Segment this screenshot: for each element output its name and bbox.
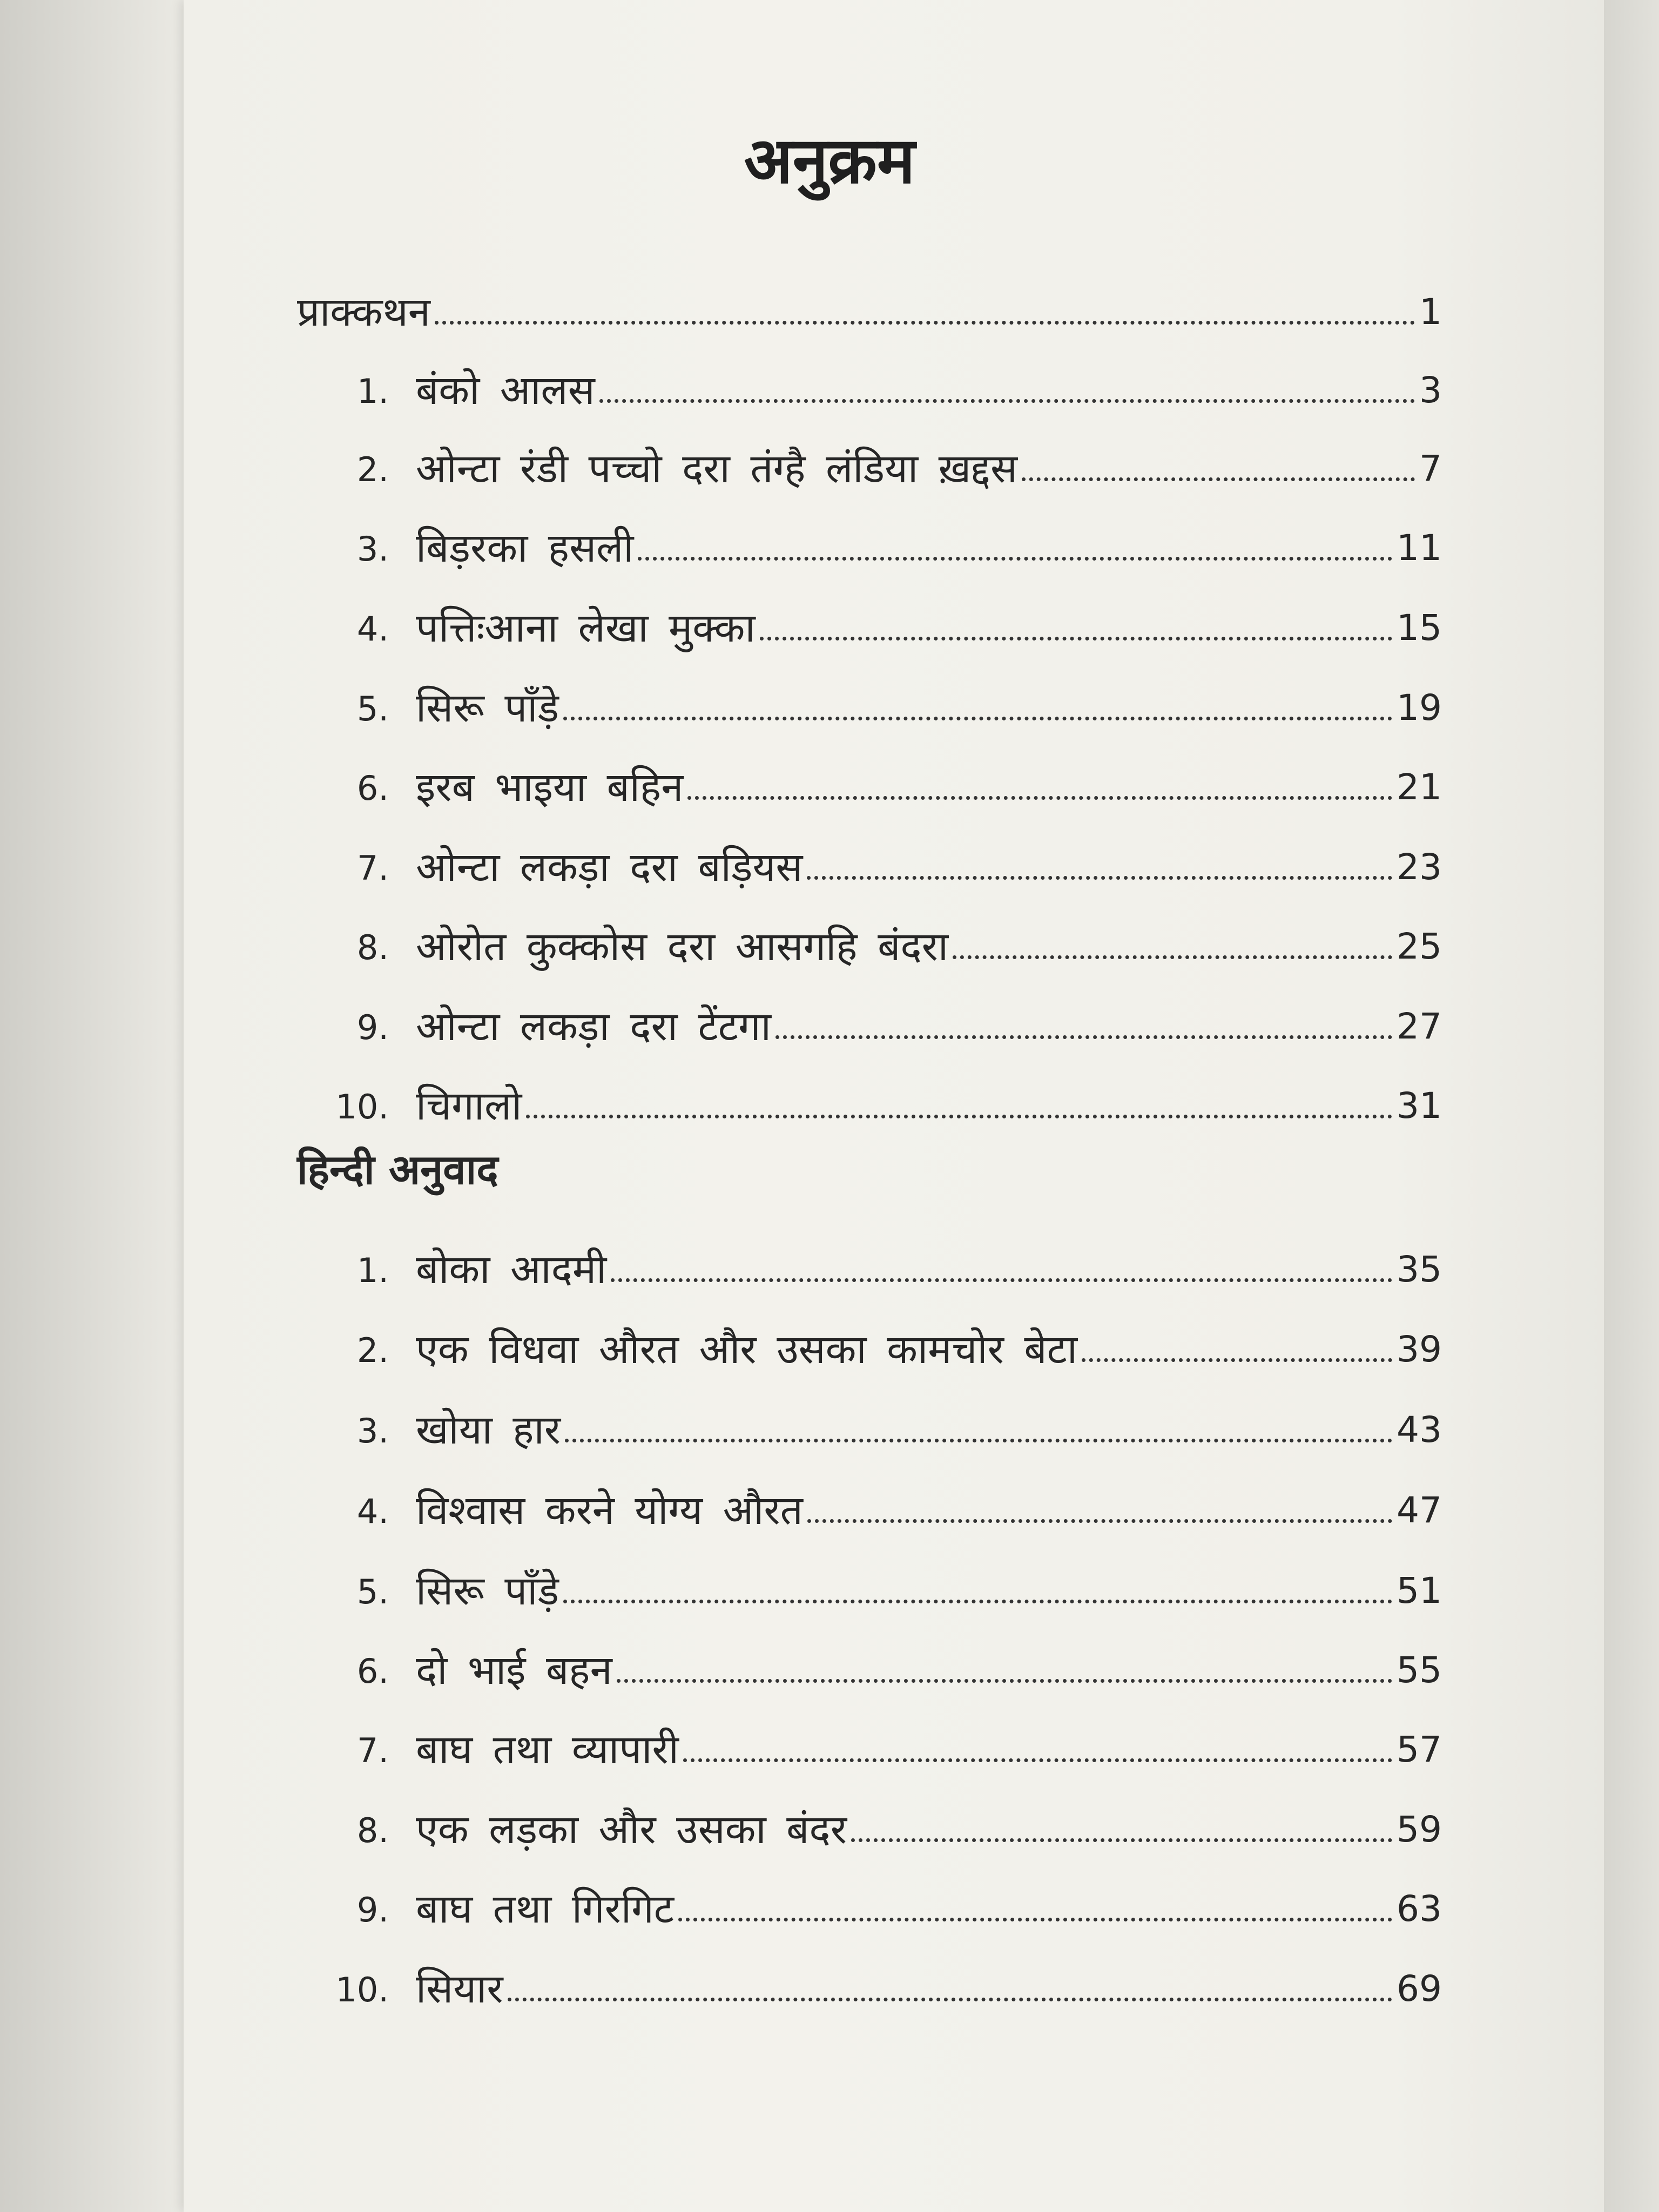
leader-dots — [687, 796, 1392, 800]
toc-entry-page: 21 — [1397, 766, 1442, 808]
toc-entry-number: 2. — [356, 450, 389, 489]
toc-entry-number: 5. — [356, 689, 389, 729]
toc-entry-title: ओरोत कुक्कोस दरा आसगहि बंदरा — [416, 923, 949, 970]
toc-row — [297, 748, 1442, 811]
toc-entry-number: 6. — [356, 1651, 389, 1691]
leader-dots — [683, 1758, 1392, 1762]
toc-row — [297, 1870, 1442, 1932]
toc-row — [297, 589, 1442, 651]
leader-dots — [760, 637, 1392, 640]
toc-row — [297, 1391, 1442, 1453]
toc-entry-number: 1. — [356, 372, 389, 411]
leader-dots — [599, 399, 1415, 403]
toc-entry-title: एक लड़का और उसका बंदर — [416, 1806, 847, 1853]
toc-row — [297, 907, 1442, 970]
toc-entry-title: बाघ तथा व्यापारी — [416, 1727, 679, 1773]
leader-dots — [563, 1600, 1392, 1603]
toc-row — [297, 1230, 1442, 1293]
toc-entry-number: 4. — [356, 609, 389, 649]
toc-entry-title: बिड़रका हसली — [416, 525, 634, 571]
page-edge — [1604, 0, 1659, 2212]
toc-entry-title: ओन्टा लकड़ा दरा टेंटगा — [416, 1003, 771, 1050]
toc-row — [297, 669, 1442, 731]
toc-entry-title: सिरू पाँड़े — [416, 1568, 559, 1614]
toc-row — [297, 1310, 1442, 1373]
toc-entry-title: सियार — [416, 1966, 503, 2012]
toc-entry-number: 3. — [356, 1411, 389, 1451]
toc-entry-title: बाघ तथा गिरगिट — [416, 1886, 675, 1932]
toc-row — [297, 828, 1442, 891]
toc-row — [297, 351, 1442, 414]
toc-row — [297, 1471, 1442, 1534]
toc-entry-number: 5. — [356, 1572, 389, 1611]
toc-entry-number: 10. — [335, 1970, 389, 2009]
toc-entry-number: 1. — [356, 1251, 389, 1290]
toc-entry-page: 11 — [1397, 527, 1442, 569]
toc-entry-page: 1 — [1419, 291, 1442, 333]
toc-entry-page: 25 — [1397, 926, 1442, 967]
toc-entry-number: 7. — [356, 848, 389, 888]
toc-entry-title: ओन्टा लकड़ा दरा बड़ियस — [416, 844, 803, 891]
toc-entry-title: इरब भाइया बहिन — [416, 764, 684, 811]
toc-row — [297, 509, 1442, 571]
leader-dots — [611, 1278, 1392, 1282]
toc-entry-title: विश्वास करने योग्य औरत — [416, 1487, 803, 1534]
leader-dots — [807, 1519, 1392, 1523]
leader-dots — [1082, 1358, 1392, 1362]
leader-dots — [953, 955, 1392, 959]
toc-entry-title: पत्तिःआना लेखा मुक्का — [416, 605, 756, 651]
toc-entry-number: 8. — [356, 928, 389, 967]
leader-dots — [638, 557, 1392, 561]
toc-row — [297, 1067, 1442, 1129]
toc-entry-number: 4. — [356, 1492, 389, 1531]
toc-entry-number: 9. — [356, 1890, 389, 1930]
toc-entry-title: सिरू पाँड़े — [416, 685, 559, 731]
toc-entry-title: दो भाई बहन — [416, 1647, 612, 1694]
toc-entry-number: 3. — [356, 529, 389, 569]
toc-entry-title: बंको आलस — [416, 367, 595, 414]
leader-dots — [851, 1838, 1392, 1842]
toc-entry-page: 7 — [1419, 448, 1442, 489]
toc-row — [297, 1710, 1442, 1773]
toc-entry-page: 27 — [1397, 1006, 1442, 1047]
toc-entry-page: 39 — [1397, 1328, 1442, 1370]
toc-entry-page: 19 — [1397, 687, 1442, 729]
toc-row — [297, 987, 1442, 1050]
toc-entry-page: 43 — [1397, 1409, 1442, 1451]
page-title: अनुक्रम — [744, 123, 915, 198]
leader-dots — [678, 1918, 1392, 1921]
toc-row — [297, 1790, 1442, 1853]
leader-dots — [775, 1035, 1392, 1039]
toc-row — [297, 429, 1442, 492]
toc-entry-page: 35 — [1397, 1249, 1442, 1290]
toc-entry-number: 2. — [356, 1331, 389, 1370]
toc-entry-title: चिगालो — [416, 1083, 522, 1129]
toc-entry-page: 63 — [1397, 1888, 1442, 1930]
leader-dots — [563, 717, 1392, 720]
toc-row-preface — [297, 273, 1442, 335]
leader-dots — [526, 1115, 1392, 1118]
toc-entry-page: 55 — [1397, 1649, 1442, 1691]
book-gutter — [0, 0, 194, 2212]
leader-dots — [617, 1679, 1392, 1683]
toc-entry-title: प्राक्कथन — [297, 289, 430, 335]
toc-entry-page: 23 — [1397, 846, 1442, 888]
toc-entry-page: 69 — [1397, 1968, 1442, 2009]
toc-row — [297, 1950, 1442, 2012]
toc-entry-title: ओन्टा रंडी पच्चो दरा तंग्है लंडिया ख़द्दस — [416, 446, 1018, 492]
toc-entry-page: 3 — [1419, 369, 1442, 411]
leader-dots — [1022, 477, 1415, 481]
toc-entry-title: खोया हार — [416, 1407, 561, 1453]
toc-row — [297, 1631, 1442, 1694]
toc-entry-title: एक विधवा औरत और उसका कामचोर बेटा — [416, 1326, 1078, 1373]
toc-entry-page: 47 — [1397, 1489, 1442, 1531]
toc-entry-number: 10. — [335, 1087, 389, 1127]
leader-dots — [807, 876, 1392, 880]
toc-entry-page: 51 — [1397, 1570, 1442, 1611]
toc-entry-number: 9. — [356, 1008, 389, 1047]
toc-entry-page: 15 — [1397, 607, 1442, 649]
toc-entry-page: 59 — [1397, 1809, 1442, 1850]
toc-entry-page: 57 — [1397, 1729, 1442, 1770]
leader-dots — [565, 1439, 1392, 1442]
leader-dots — [435, 321, 1415, 325]
section-heading-hindi: हिन्दी अनुवाद — [297, 1145, 498, 1193]
toc-entry-number: 6. — [356, 768, 389, 808]
toc-entry-number: 7. — [356, 1731, 389, 1770]
toc-entry-page: 31 — [1397, 1085, 1442, 1127]
leader-dots — [508, 1998, 1392, 2001]
toc-entry-number: 8. — [356, 1811, 389, 1850]
toc-row — [297, 1552, 1442, 1614]
toc-entry-title: बोका आदमी — [416, 1246, 607, 1293]
